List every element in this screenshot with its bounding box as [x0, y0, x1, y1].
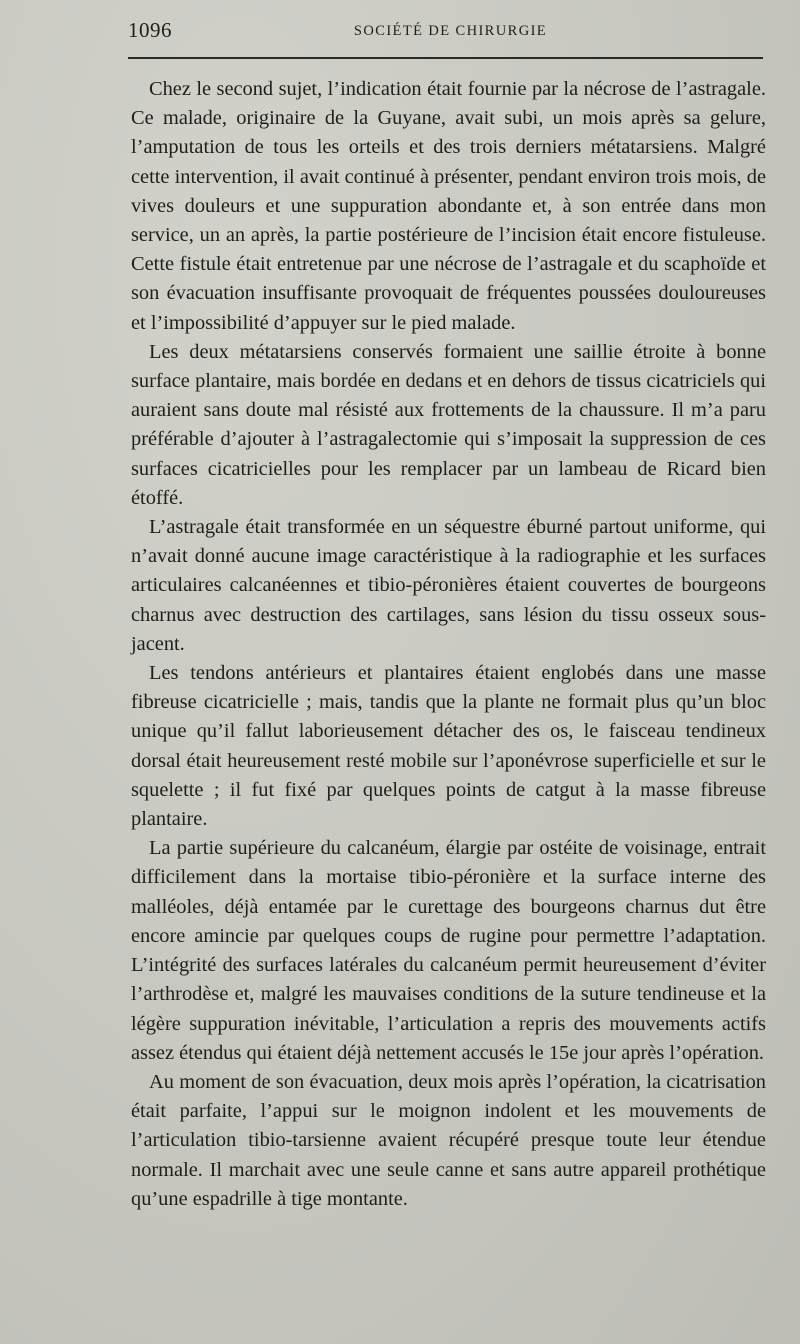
page-header [128, 16, 763, 46]
paragraph: Au moment de son évacuation, deux mois après l’opération, la cicatrisation était parfaite, l’appui sur le moignon indolent et les mouvements de l’articulation tibio-tarsienne avaient récupéré presque toute leur étendue normale. Il marchait avec une seule canne et sans autre appareil prothétique qu’une espadrille à tige montante. [131, 1070, 766, 1210]
body-text [131, 75, 766, 1214]
page-number: 1096 [128, 18, 172, 42]
paragraph: Les deux métatarsiens conservés formaient une saillie étroite à bonne surface plantaire, mais bordée en dedans et en dehors de tissus cicatriciels qui auraient sans doute mal résisté aux frottements de la chaussure. Il m’a paru préférable d’ajouter à l’astragalectomie qui s’imposait la suppression de ces surfaces cicatricielles pour les remplacer par un lambeau de Ricard bien étoffé. [131, 340, 766, 509]
paragraph: Chez le second sujet, l’indication était fournie par la nécrose de l’astragale. Ce malade, originaire de la Guyane, avait subi, un mois après sa gelure, l’amputation de tous les orteils et des trois derniers métatarsiens. Malgré cette intervention, il avait continué à présenter, pendant environ trois mois, de vives douleurs et une suppuration abondante et, à son entrée dans mon service, un an après, la partie postérieure de l’incision était encore fistuleuse. Cette fistule était entretenue par une nécrose de l’astragale et du scaphoïde et son évacuation insuffisante provoquait de fréquentes poussées douloureuses et l’impossibilité d’appuyer sur le pied malade. [131, 78, 766, 334]
paragraph: Les tendons antérieurs et plantaires étaient englobés dans une masse fibreuse cicatricielle ; mais, tandis que la plante ne formait plus qu’un bloc unique qu’il fallut laborieusement détacher des os, le faisceau tendineux dorsal était heureusement resté mobile sur l’aponévrose superficielle et sur le squelette ; il fut fixé par quelques points de catgut à la masse fibreuse plantaire. [131, 662, 766, 831]
paragraph: L’astragale était transformée en un séquestre éburné partout uniforme, qui n’avait donné aucune image caractéristique à la radiographie et les surfaces articulaires calcanéennes et tibio-péronières étaient couvertes de bourgeons charnus avec destruction des cartilages, sans lésion du tissu osseux sous-jacent. [131, 516, 766, 655]
paragraph: La partie supérieure du calcanéum, élargie par ostéite de voisinage, entrait difficilement dans la mortaise tibio-péronière et la surface interne des malléoles, déjà entamée par le curettage des bourgeons charnus dut être encore amincie par quelques coups de rugine pour permettre l’adaptation. L’intégrité des surfaces latérales du calcanéum permit heureusement d’éviter l’arthrodèse et, malgré les mauvaises conditions de la suture tendineuse et la légère suppuration inévitable, l’articulation a repris des mouvements actifs assez étendus qui étaient déjà nettement accusés le 15e jour après l’opération. [131, 837, 766, 1064]
header-rule [128, 57, 763, 59]
running-head: SOCIÉTÉ DE CHIRURGIE [353, 23, 548, 39]
